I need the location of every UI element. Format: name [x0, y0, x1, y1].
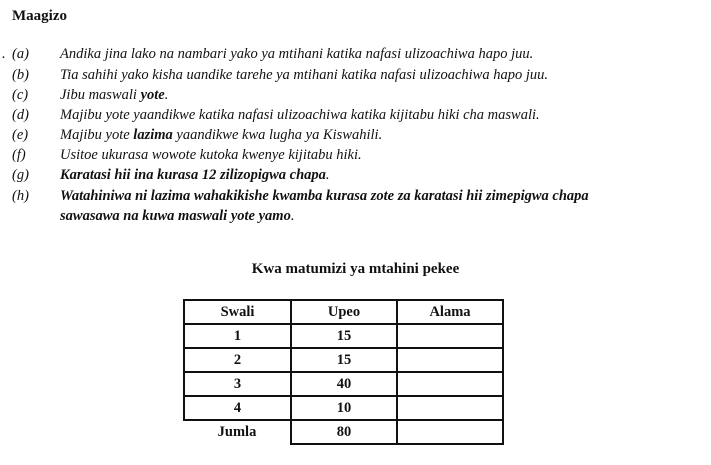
table-row: [184, 396, 503, 420]
instruction-text: [60, 167, 330, 184]
cell-upeo: 40: [291, 372, 397, 396]
instruction-text-part: yaandikwe kwa lugha ya Kiswahili.: [172, 127, 383, 143]
instruction-text: [60, 208, 294, 225]
total-value: 80: [291, 420, 397, 444]
header-upeo: Upeo: [291, 300, 397, 324]
instruction-text: [60, 87, 168, 104]
total-label: Jumla: [217, 424, 257, 440]
table-row: [184, 348, 503, 372]
instruction-text-bold: lazima: [133, 127, 173, 143]
instruction-text-part: Usitoe ukurasa wowote kutoka kwenye kijitabu hiki.: [60, 147, 362, 163]
instructions-heading: Maagizo: [12, 8, 67, 24]
cell-upeo: 15: [291, 324, 397, 348]
instruction-marker: (g): [12, 167, 29, 183]
cell-swali: 1: [184, 324, 291, 348]
instruction-marker: (d): [12, 107, 29, 123]
cell-swali: 4: [184, 396, 291, 420]
instruction-text-part: .: [164, 87, 169, 103]
instruction-text: [60, 147, 362, 164]
cell-alama[interactable]: [397, 372, 503, 396]
instruction-text-bold: Watahiniwa ni lazima wahakikishe kwamba kurasa zote za karatasi hii zimepigwa chapa: [60, 188, 589, 204]
instruction-marker: (h): [12, 188, 29, 204]
cell-upeo: 10: [291, 396, 397, 420]
instruction-text-part: Jibu maswali: [60, 87, 141, 103]
cell-swali: 2: [184, 348, 291, 372]
table-total-row: [184, 420, 503, 444]
instruction-text-part: .: [290, 208, 295, 224]
cell-alama[interactable]: [397, 324, 503, 348]
instruction-marker: (e): [12, 127, 29, 143]
header-alama: Alama: [397, 300, 503, 324]
instruction-text: [60, 188, 589, 205]
table-row: [184, 372, 503, 396]
table-caption: Kwa matumizi ya mtahini pekee: [251, 261, 460, 277]
cell-alama[interactable]: [397, 396, 503, 420]
instruction-text: [60, 67, 548, 84]
instruction-text-part: .: [325, 167, 330, 183]
instruction-text: [60, 107, 540, 124]
instruction-text-part: Andika jina lako na nambari yako ya mtihani katika nafasi ulizoachiwa hapo juu.: [60, 46, 534, 62]
table-header-row: [184, 300, 503, 324]
header-swali: Swali: [184, 300, 291, 324]
instruction-marker: (a): [12, 46, 29, 62]
cell-swali: 3: [184, 372, 291, 396]
cell-upeo: 15: [291, 348, 397, 372]
table-row: [184, 324, 503, 348]
instruction-marker: (b): [12, 67, 29, 83]
marks-table: [183, 299, 504, 445]
cell-alama[interactable]: [397, 348, 503, 372]
instruction-text-bold: sawasawa na kuwa maswali yote yamo: [60, 208, 291, 224]
margin-dot: .: [2, 46, 6, 62]
total-alama[interactable]: [397, 420, 503, 444]
instruction-text-part: Majibu yote: [60, 127, 134, 143]
instruction-text-bold: Karatasi hii ina kurasa 12 zilizopigwa chapa: [60, 167, 326, 183]
instruction-text: [60, 127, 382, 144]
instruction-text-part: Tia sahihi yako kisha uandike tarehe ya mtihani katika nafasi ulizoachiwa hapo juu.: [60, 67, 548, 83]
instruction-text-bold: yote: [140, 87, 165, 103]
instruction-marker: (f): [12, 147, 26, 163]
instruction-marker: (c): [12, 87, 29, 103]
instruction-text: [60, 46, 533, 63]
instruction-text-part: Majibu yote yaandikwe katika nafasi ulizoachiwa katika kijitabu hiki cha maswali.: [60, 107, 540, 123]
